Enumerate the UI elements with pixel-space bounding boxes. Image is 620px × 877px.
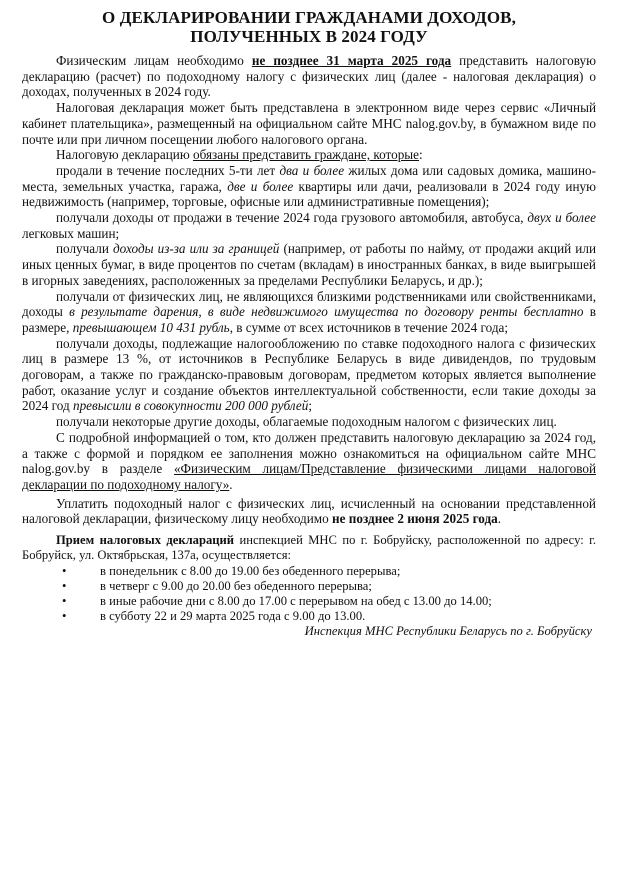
paragraph-more-info <box>22 430 596 493</box>
hours-text: в понедельник с 8.00 до 19.00 без обеденного перерыва; <box>100 563 401 578</box>
bullet-icon: • <box>62 593 67 608</box>
list-item-foreign-income <box>22 241 596 288</box>
emphasis: двух и более <box>527 210 596 226</box>
payment-deadline: не позднее 2 июня 2025 года <box>332 511 498 527</box>
text: . <box>497 511 502 527</box>
text: : <box>419 147 423 163</box>
list-item <box>62 609 596 624</box>
emphasis: доходы из-за или за границей <box>113 241 280 257</box>
text: (например, от работы по найму, от продажи акций или иных ценных бумаг, в виде процентов по счетам (вкладам) в иностранных банках, в виде выигрышей в игорных заведениях, расположенных за пределами Республики Беларусь, и др.); <box>22 241 596 288</box>
hours-text: в четверг с 9.00 до 20.00 без обеденного перерыва; <box>100 578 372 593</box>
reception-intro <box>22 533 596 563</box>
text: квартиры или дачи, реализовали в 2024 году иную недвижимость (например, торговые, офисные или административные помещения); <box>22 178 596 210</box>
paragraph-payment <box>22 496 596 527</box>
title-line-2: ПОЛУЧЕННЫХ В 2024 ГОДУ <box>190 27 428 46</box>
text: С подробной информацией о том, кто должен представить налоговую декларацию за 2024 год, а также с формой и порядком ее заполнения можно ознакомиться на официальном сайте МНС nalog.gov.by в разделе <box>22 429 596 477</box>
text: Уплатить подоходный налог с физических лиц, исчисленный на основании представленной налоговой декларации, физическому лицу необходимо <box>22 495 596 527</box>
reception-heading: Прием налоговых деклараций <box>56 533 235 548</box>
emphasis: в результате дарения, в виде недвижимого имущества по договору ренты бесплатно <box>69 304 584 320</box>
text: легковых машин; <box>22 225 120 241</box>
text: Физическим лицам необходимо <box>56 53 252 68</box>
page-title <box>22 8 596 46</box>
text: продали в течение последних 5-ти лет <box>56 162 280 178</box>
bullet-icon: • <box>62 578 67 593</box>
emphasis: превышающем 10 431 рубль <box>72 319 230 335</box>
list-item <box>62 564 596 579</box>
text: Налоговую декларацию <box>56 147 193 163</box>
paragraph-deadline <box>22 53 596 100</box>
text: ; <box>308 398 313 414</box>
list-item <box>62 594 596 609</box>
reception-hours-list <box>22 564 596 625</box>
text: в размере, <box>22 304 596 335</box>
paragraph-submission-ways: Налоговая декларация может быть представлена в электронном виде через сервис «Личный кабинет плательщика», размещенный на официальном сайте МНС nalog.gov.by, в бумажном виде по почте или при личном посещении любого налогового органа. <box>22 100 596 147</box>
emphasis: два и более <box>279 162 345 178</box>
text: получали <box>56 241 113 257</box>
list-item <box>62 579 596 594</box>
emphasis: превысили в совокупности 200 000 рублей <box>72 398 309 414</box>
declaration-deadline: не позднее 31 марта 2025 года <box>251 53 452 68</box>
list-item-real-estate <box>22 163 596 210</box>
hours-text: в субботу 22 и 29 марта 2025 года с 9.00 до 13.00. <box>100 609 366 624</box>
text: . <box>229 476 233 492</box>
text: получали от физических лиц, не являющихся близкими родственниками или свойственниками, доходы <box>22 288 596 320</box>
text: представить налоговую декларацию (расчет) по подоходному налогу с физических лиц (далее - налоговая декларация) о доходах, полученных в 2024 году. <box>22 53 596 100</box>
bullet-icon: • <box>62 609 67 624</box>
hours-text: в иные рабочие дни с 8.00 до 17.00 с перерывом на обед с 13.00 до 14.00; <box>100 593 492 608</box>
emphasis: две и более <box>227 178 294 194</box>
text: жилых дома или садовых домика, машино-места, земельных участка, гаража, <box>22 162 596 194</box>
bullet-icon: • <box>62 563 67 578</box>
list-item-vehicles <box>22 210 596 241</box>
list-item-other-income: получали некоторые другие доходы, облагаемые подоходным налогом с физических лиц. <box>56 414 557 430</box>
text: , в сумме от всех источников в течение 2024 года; <box>229 319 509 335</box>
title-line-1: О ДЕКЛАРИРОВАНИИ ГРАЖДАНАМИ ДОХОДОВ, <box>102 8 516 27</box>
text: получали доходы от продажи в течение 2024 года грузового автомобиля, автобуса, <box>56 210 528 226</box>
text: инспекцией МНС по г. Бобруйску, расположенной по адресу: г. Бобруйск, ул. Октябрьская, 137а, осуществляется: <box>22 533 597 563</box>
list-item-13-percent <box>22 336 596 415</box>
website-section-link[interactable]: «Физическим лицам/Представление физическими лицами налоговой декларации по подоходному налогу» <box>22 461 596 492</box>
obligated-phrase: обязаны представить граждане, которые <box>192 147 420 163</box>
signature: Инспекция МНС Республики Беларусь по г. Бобруйску <box>304 624 592 639</box>
text: получали доходы, подлежащие налогообложению по ставке подоходного налога с физических лиц в размере 13 %, от источников в Республике Беларусь в виде дивидендов, по трудовым договорам, а также по гражданско-правовым договорам, предметом которых является выполнение работ, оказание услуг и создание объектов интеллектуальной собственности, если такие доходы за 2024 год <box>22 335 596 414</box>
paragraph-obligated <box>22 147 596 163</box>
list-item-gifts <box>22 289 596 336</box>
